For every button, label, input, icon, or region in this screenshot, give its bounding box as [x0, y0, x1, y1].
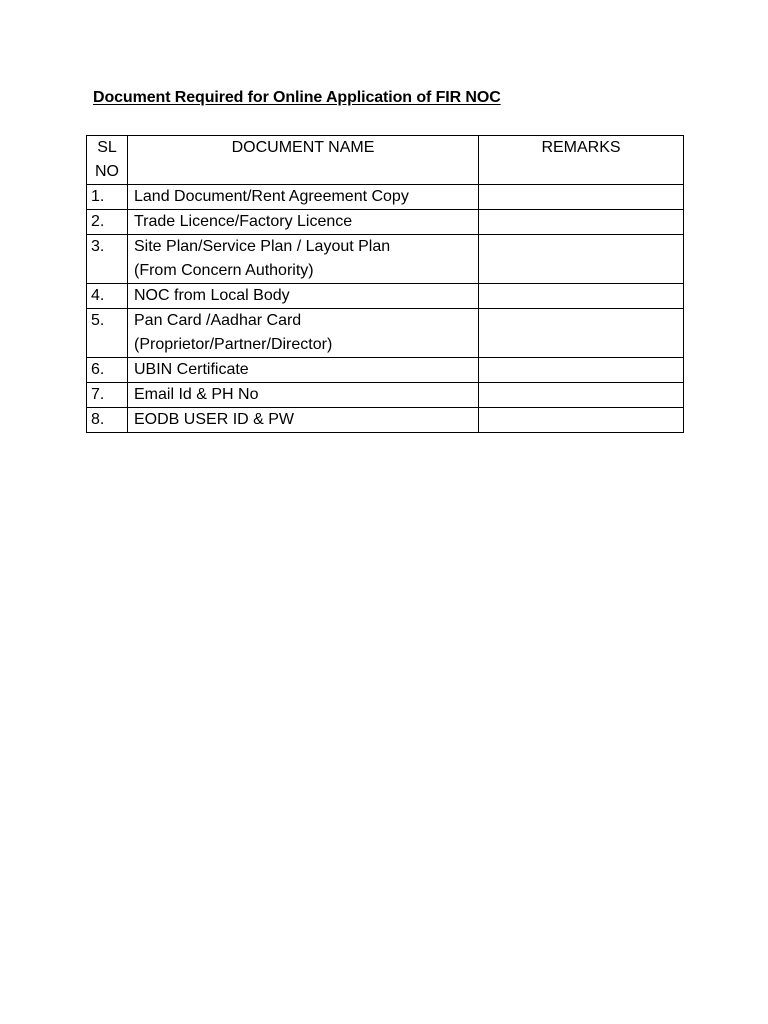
document-name-line: Land Document/Rent Agreement Copy	[134, 188, 409, 205]
row-document-name	[128, 383, 479, 408]
row-remarks	[479, 309, 684, 358]
table-row	[87, 309, 684, 358]
row-remarks	[479, 383, 684, 408]
row-remarks	[479, 408, 684, 433]
row-document-name	[128, 284, 479, 309]
table-row	[87, 408, 684, 433]
row-sl-number: 8.	[87, 408, 128, 433]
table-row	[87, 210, 684, 235]
table-header-row	[87, 136, 684, 185]
header-document-name: DOCUMENT NAME	[128, 136, 479, 185]
document-name-line: Site Plan/Service Plan / Layout Plan	[134, 238, 391, 255]
row-sl-number: 3.	[87, 235, 128, 284]
row-document-name	[128, 358, 479, 383]
row-remarks	[479, 210, 684, 235]
table-row	[87, 185, 684, 210]
header-sl-line2: NO	[95, 163, 119, 180]
documents-table	[86, 135, 684, 433]
row-document-name	[128, 210, 479, 235]
row-document-name	[128, 235, 479, 284]
document-name-line: (From Concern Authority)	[134, 262, 314, 279]
table-row	[87, 284, 684, 309]
row-remarks	[479, 358, 684, 383]
document-name-line: Trade Licence/Factory Licence	[134, 213, 353, 230]
document-name-line: NOC from Local Body	[134, 287, 290, 304]
row-sl-number: 5.	[87, 309, 128, 358]
header-sl-no	[87, 136, 128, 185]
row-document-name	[128, 408, 479, 433]
table-row	[87, 358, 684, 383]
document-title: Document Required for Online Application of FIR NOC	[93, 89, 501, 106]
document-name-line: UBIN Certificate	[134, 361, 249, 378]
row-sl-number: 6.	[87, 358, 128, 383]
row-remarks	[479, 235, 684, 284]
row-sl-number: 2.	[87, 210, 128, 235]
document-name-line: (Proprietor/Partner/Director)	[134, 336, 333, 353]
row-document-name	[128, 309, 479, 358]
table-row	[87, 235, 684, 284]
row-sl-number: 7.	[87, 383, 128, 408]
row-remarks	[479, 185, 684, 210]
table-row	[87, 383, 684, 408]
row-sl-number: 4.	[87, 284, 128, 309]
header-remarks: REMARKS	[479, 136, 684, 185]
document-name-line: EODB USER ID & PW	[134, 411, 295, 428]
header-sl-line1: SL	[97, 139, 117, 156]
document-name-line: Pan Card /Aadhar Card	[134, 312, 302, 329]
row-sl-number: 1.	[87, 185, 128, 210]
row-document-name	[128, 185, 479, 210]
document-name-line: Email Id & PH No	[134, 386, 259, 403]
row-remarks	[479, 284, 684, 309]
table-body	[87, 185, 684, 433]
